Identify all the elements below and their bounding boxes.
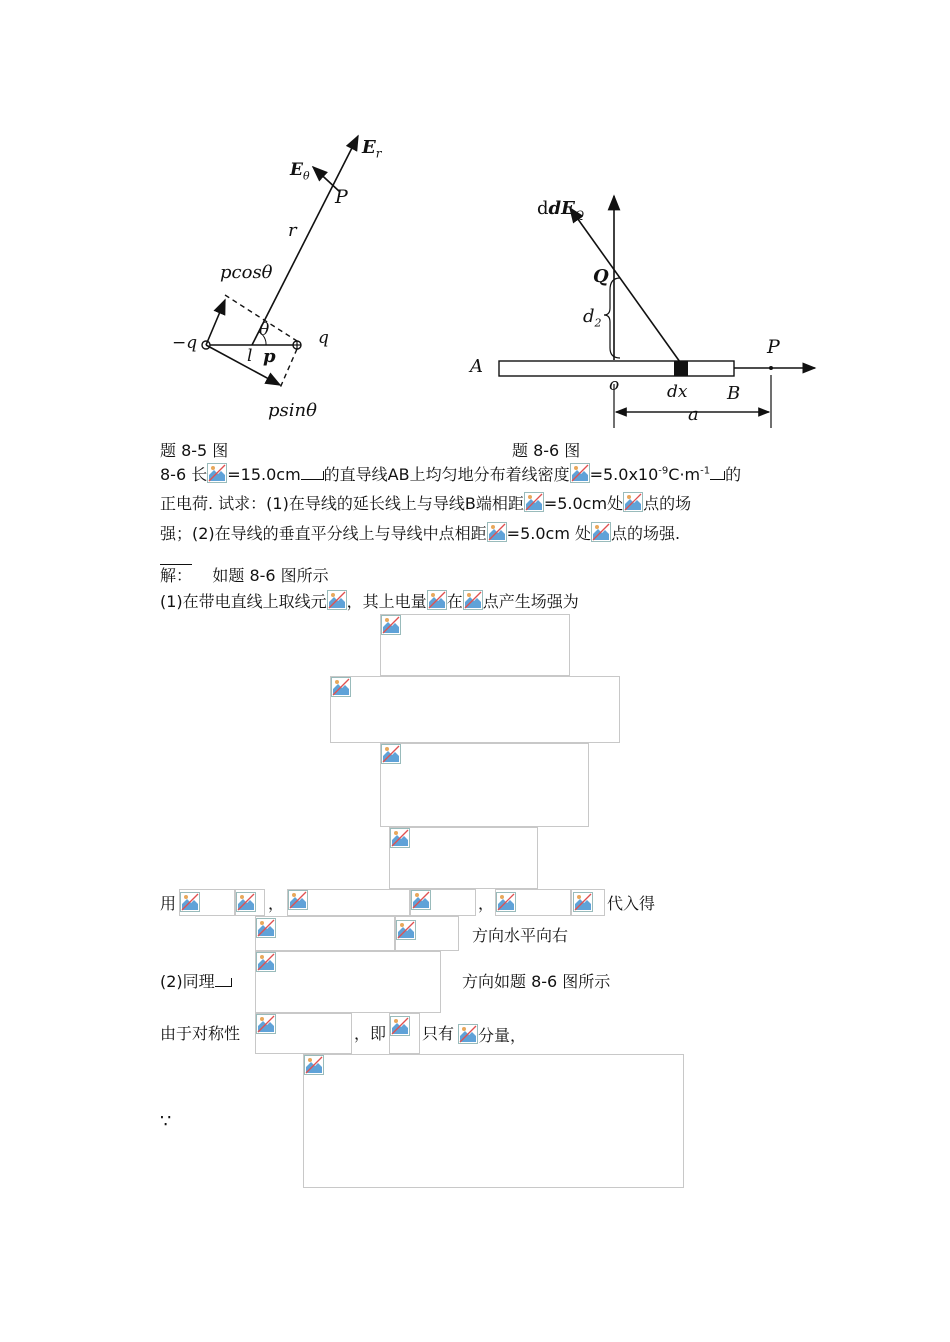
q-point-label: Q: [593, 266, 609, 287]
pcos-arrow: [206, 300, 225, 345]
r-label: r: [288, 220, 297, 241]
broken-image-icon: [381, 615, 401, 635]
broken-image-icon: [256, 952, 276, 972]
a-end-label: A: [470, 356, 483, 377]
er-label: $E_r$: [362, 137, 382, 161]
broken-image-icon: [207, 463, 227, 483]
l-label: l: [247, 346, 253, 366]
broken-image-icon: [524, 492, 544, 512]
q-label: q: [318, 328, 329, 348]
a-distance-label: a: [688, 404, 699, 425]
p-label: P: [767, 336, 780, 358]
de-label: ddE$_Q$: [537, 198, 584, 222]
substitute-text: 代入得: [607, 894, 656, 913]
broken-image-icon: [327, 590, 347, 610]
broken-image-icon: [180, 892, 200, 912]
because-symbol: ∵: [160, 1111, 172, 1132]
neg-q-label: −q: [172, 333, 198, 353]
symmetry-text-a: 由于对称性: [160, 1024, 241, 1043]
equation-image-1: [380, 614, 570, 676]
de-arrow: [570, 208, 680, 362]
problem-line-3: 强；(2)在导线的垂直平分线上与导线中点相距 =5.0cm 处 点的场强.: [160, 524, 681, 543]
symmetry-text-b: ，即: [354, 1024, 387, 1043]
broken-image-icon: [591, 522, 611, 542]
psin-label: psinθ: [268, 400, 317, 421]
broken-image-icon: [256, 918, 276, 938]
equation-image-13: [255, 951, 441, 1013]
broken-image-icon: [396, 920, 416, 940]
broken-image-icon: [463, 590, 483, 610]
etheta-label: $E_\theta$: [290, 160, 310, 183]
broken-image-icon: [623, 492, 643, 512]
symmetry-text-c: 只有: [422, 1024, 455, 1043]
broken-image-icon: [390, 1016, 410, 1036]
p-point: [769, 366, 773, 370]
dx-element: [674, 361, 688, 376]
comma-1: ，: [268, 894, 285, 913]
broken-image-icon: [256, 1014, 276, 1034]
solution-intro: 解： 如题 8-6 图所示: [160, 566, 329, 585]
origin-label: o: [609, 375, 620, 395]
p-point-label: P: [335, 186, 348, 208]
broken-image-icon: [487, 522, 507, 542]
b-end-label: B: [727, 383, 741, 404]
problem-line-2: 正电荷. 试求：(1)在导线的延长线上与导线B端相距 =5.0cm处 点的场: [160, 494, 692, 513]
symmetry-inline: 分量，: [458, 1024, 526, 1046]
figure-8-6-caption: 题 8-6 图: [512, 441, 581, 460]
broken-image-icon: [427, 590, 447, 610]
figure-8-6: [460, 180, 830, 430]
problem-line-1: 8-6 长 =15.0cm 的直导线AB上均匀地分布着线密度 $=5.0x10^{-9}C\cdot m^{-1}$ 的: [160, 465, 742, 484]
p-vector-label: p: [263, 346, 276, 367]
equation-image-16: [303, 1054, 684, 1188]
part2-label: (2)同理: [160, 972, 232, 992]
broken-image-icon: [411, 890, 431, 910]
broken-image-icon: [458, 1024, 478, 1044]
dash-2: [280, 349, 297, 388]
rod: [499, 361, 734, 376]
broken-image-icon: [573, 892, 593, 912]
broken-image-icon: [381, 744, 401, 764]
broken-image-icon: [331, 677, 351, 697]
solution-part1: (1)在带电直线上取线元 ，其上电量 在 点产生场强为: [160, 592, 579, 611]
equation-image-4: [389, 827, 538, 889]
d2-label: $d_2$: [583, 306, 602, 330]
comma-2: ，: [478, 894, 495, 913]
equation-image-2: [330, 676, 620, 743]
equation-image-11: [255, 916, 395, 951]
theta-label: θ: [259, 320, 270, 340]
broken-image-icon: [570, 463, 590, 483]
broken-image-icon: [288, 890, 308, 910]
broken-image-icon: [496, 892, 516, 912]
broken-image-icon: [304, 1055, 324, 1075]
broken-image-icon: [236, 892, 256, 912]
brace: [604, 278, 620, 358]
substitution-line: 用: [160, 894, 177, 913]
pcos-label: pcosθ: [220, 262, 273, 283]
direction-right-text: 方向水平向右: [472, 926, 569, 945]
figure-8-5-caption: 题 8-5 图: [160, 441, 229, 460]
broken-image-icon: [390, 828, 410, 848]
direction-figure-text: 方向如题 8-6 图所示: [462, 972, 611, 991]
dx-label: dx: [667, 382, 688, 402]
equation-image-3: [380, 743, 589, 827]
